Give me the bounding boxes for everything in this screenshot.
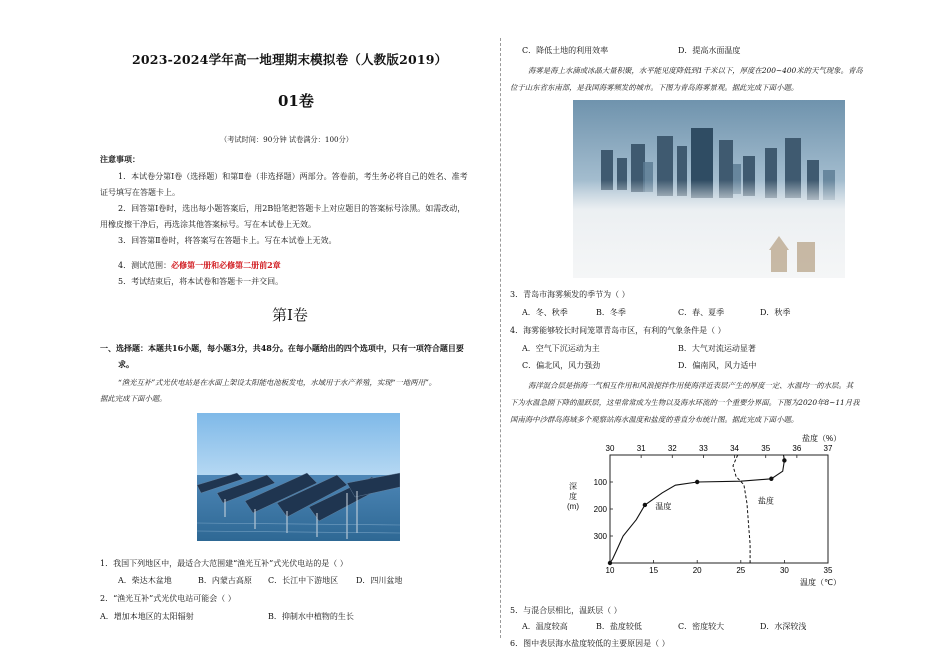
temperature-tick-label: 10 bbox=[605, 566, 615, 575]
temperature-data-point bbox=[769, 477, 773, 481]
depth-axis-text: 深度(m) bbox=[567, 482, 579, 511]
exam-title: 2023-2024学年高一地理期末模拟卷（人教版2019） bbox=[132, 52, 448, 67]
salinity-tick-label: 31 bbox=[636, 444, 646, 453]
q5-option-a: A．温度较高 bbox=[522, 622, 568, 631]
q5-option-d: D．水深较浅 bbox=[760, 622, 807, 631]
salinity-series-label: 盐度 bbox=[757, 496, 774, 506]
temperature-axis-label: 温度（℃） bbox=[800, 578, 841, 587]
q1-option-a: A．柴达木盆地 bbox=[118, 576, 172, 585]
salinity-tick-label: 33 bbox=[698, 444, 708, 453]
notes-heading: 注意事项： bbox=[100, 154, 140, 164]
temperature-data-point bbox=[608, 561, 612, 565]
fog-intro-a: 海雾是海上水滴或冰晶大量积聚，水平能见度降低到1千米以下，厚度在200~400米的天气现象。青岛 bbox=[528, 66, 863, 75]
section-instruction-b: 求。 bbox=[118, 359, 134, 369]
q1-option-c: C．长江中下游地区 bbox=[268, 576, 339, 585]
temperature-series-line bbox=[610, 455, 784, 563]
note-2b: 用橡皮擦干净后，再选涂其他答案标号。写在本试卷上无效。 bbox=[100, 220, 316, 229]
note-3: 3．回答第Ⅱ卷时，将答案写在答题卡上。写在本试卷上无效。 bbox=[118, 236, 337, 245]
exam-info: （考试时间：90分钟 试卷满分：100分） bbox=[220, 135, 353, 144]
depth-axis-label bbox=[566, 482, 580, 512]
temperature-tick-label: 30 bbox=[779, 566, 789, 575]
q2-option-a: A．增加本地区的太阳辐射 bbox=[100, 612, 194, 621]
right-column bbox=[510, 38, 920, 648]
salinity-tick-label: 37 bbox=[823, 444, 833, 453]
temperature-tick-label: 20 bbox=[692, 566, 702, 575]
q4-option-b: B．大气对流运动显著 bbox=[678, 344, 756, 353]
q3-stem: 3．青岛市海雾频发的季节为（ ） bbox=[510, 290, 630, 299]
q3-option-c: C．春、夏季 bbox=[678, 308, 725, 317]
temperature-series-label: 温度 bbox=[655, 502, 672, 511]
q2-option-c: C．降低土地的利用效率 bbox=[522, 46, 609, 55]
q3-option-a: A．冬、秋季 bbox=[522, 308, 568, 317]
mix-intro-c: 国南海中沙群岛海域多个观察站海水温度和盐度的垂直分布统计图。据此完成下面小题。 bbox=[510, 415, 799, 424]
temperature-tick-label: 25 bbox=[736, 566, 746, 575]
note-2a: 2．回答第Ⅰ卷时，选出每小题答案后，用2B铅笔把答题卡上对应题目的答案标号涂黑。如需改动， bbox=[118, 204, 466, 213]
depth-tick-label: 100 bbox=[593, 478, 607, 487]
mix-intro-a: 海洋混合层是指海一气相互作用和风浪搅拌作用使海洋近表层产生的厚度一定、水温均一的水层。其 bbox=[528, 381, 854, 390]
q3-option-d: D．秋季 bbox=[760, 308, 791, 317]
temperature-tick-label: 35 bbox=[823, 566, 833, 575]
qingdao-sea-fog-photo bbox=[573, 100, 845, 278]
volume-label: 01卷 bbox=[278, 92, 314, 110]
q1-option-b: B．内蒙古高原 bbox=[198, 576, 252, 585]
salinity-tick-label: 34 bbox=[730, 444, 740, 453]
depth-tick-label: 300 bbox=[593, 532, 607, 541]
temperature-data-point bbox=[643, 503, 647, 507]
salinity-tick-label: 36 bbox=[792, 444, 802, 453]
q4-option-d: D．偏南风，风力适中 bbox=[678, 361, 757, 370]
q5-option-b: B．盐度较低 bbox=[596, 622, 642, 631]
note-1a: 1．本试卷分第Ⅰ卷（选择题）和第Ⅱ卷（非选择题）两部分。答卷前，考生务必将自己的姓名、准考 bbox=[118, 172, 468, 181]
note-5: 5．考试结束后，将本试卷和答题卡一并交回。 bbox=[118, 277, 284, 286]
salinity-tick-label: 30 bbox=[605, 444, 615, 453]
section-instruction-a: 一、选择题：本题共16小题，每小题3分，共48分。在每小题给出的四个选项中，只有一项符合题目要 bbox=[100, 343, 464, 353]
mix-intro-b: 下为水温急剧下降的温跃层，这里常常成为生物以及海水环流的一个重要分界面。下图为2020年8~11月我 bbox=[510, 398, 860, 407]
temperature-tick-label: 15 bbox=[649, 566, 659, 575]
test-scope: 必修第一册和必修第二册前2章 bbox=[171, 260, 281, 270]
q1-option-d: D．四川盆地 bbox=[356, 576, 403, 585]
fog-intro-b: 位于山东省东南部，是我国海雾频发的城市。下图为青岛海雾景观。据此完成下面小题。 bbox=[510, 83, 799, 92]
left-column bbox=[100, 38, 496, 638]
column-divider bbox=[500, 38, 502, 638]
salinity-tick-label: 32 bbox=[667, 444, 677, 453]
q4-option-a: A．空气下沉运动为主 bbox=[522, 344, 600, 353]
part-1-heading: 第Ⅰ卷 bbox=[272, 306, 308, 324]
q6-stem: 6．图中表层海水盐度较低的主要原因是（ ） bbox=[510, 639, 670, 648]
q3-option-b: B．冬季 bbox=[596, 308, 626, 317]
q2-option-b: B．抑制水中植物的生长 bbox=[268, 612, 354, 621]
note-4-prefix: 4．测试范围： bbox=[118, 261, 172, 270]
note-4 bbox=[118, 260, 281, 271]
q2-stem: 2．“渔光互补”式光伏电站可能会（ ） bbox=[100, 594, 236, 603]
passage-intro-a: “渔光互补”式光伏电站是在水面上架设太阳能电池板发电，水域用于水产养殖，实现“一地两用”。 bbox=[118, 378, 437, 387]
salinity-axis-label: 盐度（%） bbox=[802, 434, 842, 443]
temperature-data-point bbox=[695, 480, 699, 484]
solar-farm-photo bbox=[197, 413, 400, 541]
note-1b: 证号填写在答题卡上。 bbox=[100, 188, 180, 197]
q2-option-d: D．提高水面温度 bbox=[678, 46, 741, 55]
q4-stem: 4．海雾能够较长时间笼罩青岛市区，有利的气象条件是（ ） bbox=[510, 326, 726, 335]
salinity-tick-label: 35 bbox=[761, 444, 771, 453]
salinity-series-line bbox=[733, 455, 750, 563]
depth-tick-label: 200 bbox=[593, 505, 607, 514]
temperature-salinity-chart bbox=[550, 431, 850, 588]
temperature-data-point bbox=[782, 458, 786, 462]
passage-intro-b: 据此完成下面小题。 bbox=[100, 394, 167, 403]
q4-option-c: C．偏北风，风力强劲 bbox=[522, 361, 601, 370]
q5-option-c: C．密度较大 bbox=[678, 622, 725, 631]
q5-stem: 5．与混合层相比，温跃层（ ） bbox=[510, 606, 622, 615]
q1-stem: 1．我国下列地区中，最适合大范围建“渔光互补”式光伏电站的是（ ） bbox=[100, 559, 348, 568]
